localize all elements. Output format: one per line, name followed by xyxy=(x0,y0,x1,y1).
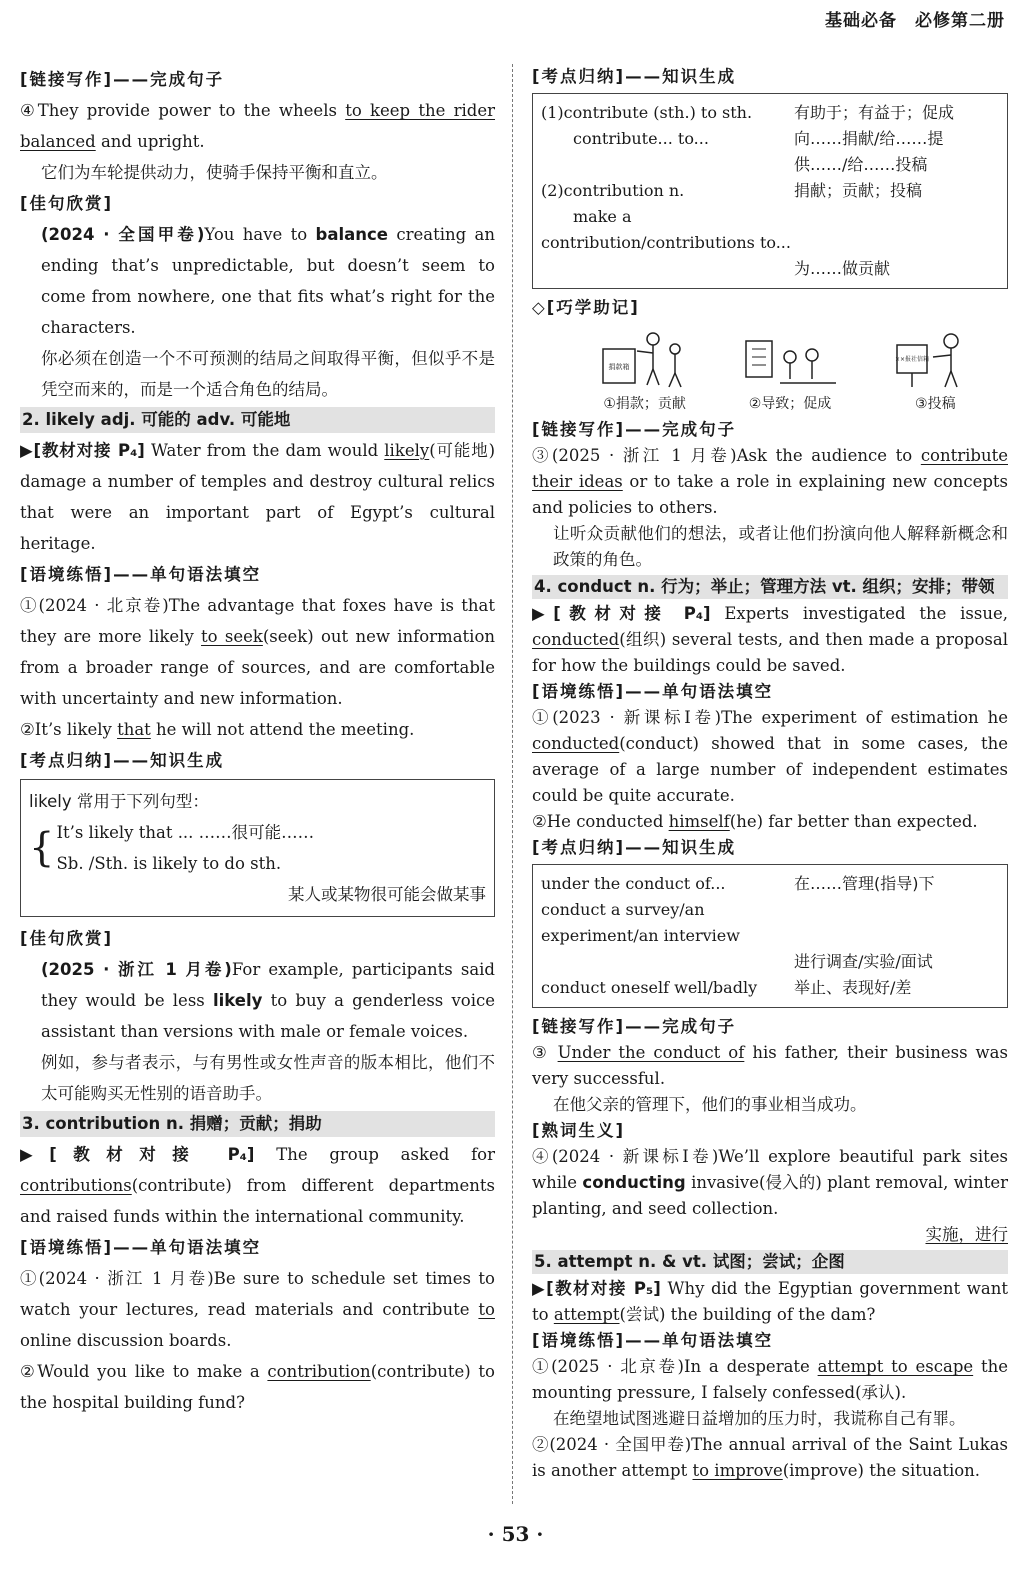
good-sentence-2 xyxy=(20,954,495,1047)
text: 为……做贡献 xyxy=(794,259,891,278)
pic-label: ××报社信箱 xyxy=(895,356,930,363)
tag: ▶[教材对接 P₄] xyxy=(20,1145,255,1164)
text: creating an ending that’s unpredictable, but doesn’t seem to come from nowhere, one that fits what’s right for the characters. xyxy=(41,225,495,337)
answer: Under the conduct of xyxy=(557,1043,745,1062)
tag: ▶[教材对接 P₄] xyxy=(20,441,145,460)
building-icon xyxy=(740,327,840,391)
text: make a contribution/contributions to... xyxy=(541,207,791,252)
box-line: It’s likely that ... ……很可能…… xyxy=(56,823,315,842)
text: ②Would you like to make a xyxy=(20,1362,268,1381)
exercise-1 xyxy=(20,1263,495,1356)
text xyxy=(541,152,794,178)
answer: likely xyxy=(384,441,430,460)
translation: 你必须在创造一个不可预测的结局之间取得平衡，但似乎不是凭空而来的，而是一个适合角色的结局。 xyxy=(41,349,495,399)
text: ②(2024 · 全国甲卷)The annual arrival of the Saint Lukas is another attempt xyxy=(532,1435,1008,1480)
text: ②It’s likely xyxy=(20,720,118,739)
exercise-1 xyxy=(532,705,1008,809)
text: online discussion boards. xyxy=(20,1331,232,1350)
tag-new-meaning: [熟词生义] xyxy=(532,1121,626,1140)
text: (1)contribute (sth.) to sth. xyxy=(541,103,753,122)
translation: 在绝望地试图逃避日益增加的压力时，我谎称自己有罪。 xyxy=(553,1409,966,1428)
tag: ▶[教材对接 P₅] xyxy=(532,1279,661,1298)
text: 供……/给……投稿 xyxy=(794,155,928,174)
translation: 它们为车轮提供动力，使骑手保持平衡和直立。 xyxy=(41,163,388,182)
tag-practice: [语境练悟]——单句语法填空 xyxy=(532,682,774,701)
box-title: likely 常用于下列句型： xyxy=(29,792,209,811)
exercise-1 xyxy=(532,1354,1008,1406)
text: ①(2023 · 新课标Ⅰ卷)The experiment of estimation he xyxy=(532,708,1008,727)
answer: that xyxy=(117,720,151,739)
text: he will not attend the meeting. xyxy=(150,720,415,739)
text: ④They provide power to the wheels xyxy=(20,101,346,120)
tag-practice: [语境练悟]——单句语法填空 xyxy=(20,565,262,584)
running-header: 基础必备 必修第二册 xyxy=(825,11,1005,31)
text: to buy a genderless voice assistant than versions with male or female voices. xyxy=(41,991,495,1041)
exercise-2 xyxy=(20,1356,495,1418)
box-row xyxy=(541,871,999,897)
box-row xyxy=(541,256,999,282)
tag-summary: [考点归纳]——知识生成 xyxy=(20,751,225,770)
textbook-link xyxy=(532,601,1008,679)
sentence-4 xyxy=(20,95,495,157)
box-line: Sb. /Sth. is likely to do sth. xyxy=(56,854,282,873)
donation-box-icon xyxy=(595,327,695,391)
box-row xyxy=(541,975,999,1001)
tag-memory-tip: ◇[巧学助记] xyxy=(532,298,640,317)
page-number: · 53 · xyxy=(487,1522,544,1546)
mailbox-icon xyxy=(885,327,985,391)
text: 在……管理(指导)下 xyxy=(794,874,935,893)
text: 进行调查/实验/面试 xyxy=(794,952,933,971)
textbook-link xyxy=(532,1276,1008,1328)
answer: attempt xyxy=(553,1305,620,1324)
box-row xyxy=(541,897,999,949)
box-line: 某人或某物很可能会做某事 xyxy=(288,885,486,904)
sentence-3b xyxy=(532,1040,1008,1092)
text: contribute... to... xyxy=(541,129,709,148)
section-heading-attempt: 5. attempt n. & vt. 试图；尝试；企图 xyxy=(532,1250,1008,1274)
box-row xyxy=(541,152,999,178)
text: ②He conducted xyxy=(532,812,669,831)
translation: 让听众贡献他们的想法，或者让他们扮演向他人解释新概念和政策的角色。 xyxy=(553,524,1008,569)
summary-box-conduct xyxy=(532,864,1008,1008)
exercise-2 xyxy=(532,809,1008,835)
brace-icon: { xyxy=(29,825,55,871)
box-row xyxy=(541,100,999,126)
box-row xyxy=(541,204,999,256)
box-row xyxy=(541,178,999,204)
answer: contributions xyxy=(20,1176,132,1195)
tag-summary: [考点归纳]——知识生成 xyxy=(532,67,737,86)
text: under the conduct of... xyxy=(541,874,726,893)
keyword: balance xyxy=(315,225,389,244)
illustration-submit xyxy=(880,327,990,413)
sentence-4 xyxy=(532,1144,1008,1222)
text: invasive(侵入的) plant removal, winter planting, and seed collection. xyxy=(532,1173,1008,1218)
summary-box-contribute xyxy=(532,93,1008,289)
text: 举止、表现好/差 xyxy=(794,978,912,997)
memory-illustrations xyxy=(572,327,1008,413)
text: 向……捐献/给……提 xyxy=(794,129,944,148)
keyword: likely xyxy=(212,991,263,1010)
column-divider xyxy=(512,64,513,1504)
caption: ②导致；促成 xyxy=(748,396,832,412)
text: (可能地) damage a number of temples and destroy cultural relics that were an important part of Egypt’s cultural heritage. xyxy=(20,441,496,553)
text: (conduct) showed that in some cases, the average of a large number of independent estimates could be quite accurate. xyxy=(532,734,1008,805)
text: (2)contribution n. xyxy=(541,181,685,200)
tag-link-writing: [链接写作]——完成句子 xyxy=(532,420,737,439)
tag-practice: [语境练悟]——单句语法填空 xyxy=(532,1331,774,1350)
text: ①(2024 · 浙江 1 月卷)Be sure to schedule set times to watch your lectures, read materials and contribute xyxy=(20,1269,495,1319)
text: conduct a survey/an experiment/an interview xyxy=(541,900,740,945)
text: (he) far better than expected. xyxy=(729,812,978,831)
text: Experts investigated the issue, xyxy=(710,604,1008,623)
text: 有助于；有益于；促成 xyxy=(794,103,955,122)
tag-good-sentence: [佳句欣赏] xyxy=(20,194,114,213)
text: conduct oneself well/badly xyxy=(541,978,758,997)
exercise-2 xyxy=(532,1432,1008,1484)
text: You have to xyxy=(204,225,316,244)
answer: attempt to escape xyxy=(817,1357,974,1376)
tag-link-writing: [链接写作]——完成句子 xyxy=(532,1017,737,1036)
box-row xyxy=(541,949,999,975)
text xyxy=(794,897,999,949)
text: his father, their business was very successful. xyxy=(532,1043,1008,1088)
tag-good-sentence: [佳句欣赏] xyxy=(20,929,114,948)
brace-group xyxy=(29,817,486,879)
summary-box xyxy=(20,779,495,917)
tag-practice: [语境练悟]——单句语法填空 xyxy=(20,1238,262,1257)
text: and upright. xyxy=(95,132,205,151)
text: ③(2025 · 浙江 1 月卷)Ask the audience to xyxy=(532,446,921,465)
good-sentence-1 xyxy=(20,219,495,343)
caption: ③投稿 xyxy=(915,396,956,412)
text: The group asked for xyxy=(254,1145,495,1164)
translation: 例如，参与者表示，与有男性或女性声音的版本相比，他们不太可能购买无性别的语音助手。 xyxy=(41,1053,495,1103)
text: 捐献；贡献；投稿 xyxy=(794,181,923,200)
section-heading-conduct: 4. conduct n. 行为；举止；管理方法 vt. 组织；安排；带领 xyxy=(532,575,1008,599)
text: (seek) out new information from a broader range of sources, and are comfortable with uncertainty and new information. xyxy=(20,627,495,708)
answer: conducted xyxy=(532,734,620,753)
section-heading-likely: 2. likely adj. 可能的 adv. 可能地 xyxy=(20,407,495,433)
textbook-link xyxy=(20,1139,495,1232)
answer-meaning xyxy=(532,1222,1008,1248)
answer: conducted xyxy=(532,630,620,649)
text xyxy=(541,949,794,975)
text: (组织) several tests, and then made a proposal for how the buildings could be saved. xyxy=(532,630,1008,675)
answer: to keep the rider balanced xyxy=(20,101,496,151)
text xyxy=(794,204,999,256)
right-column xyxy=(532,64,1008,1484)
caption: ①捐款；贡献 xyxy=(603,396,686,412)
sentence-3 xyxy=(532,443,1008,521)
left-column xyxy=(20,64,495,1418)
text: (contribute) from different departments and raised funds within the international community. xyxy=(20,1176,495,1226)
illustration-donate xyxy=(590,327,700,413)
answer: 实施，进行 xyxy=(925,1225,1008,1244)
source: (2025 · 浙江 1 月卷) xyxy=(41,960,232,979)
text: For example, participants said they would be less xyxy=(41,960,495,1010)
text: Water from the dam would xyxy=(144,441,385,460)
text: ④(2024 · 新课标Ⅰ卷)We’ll explore beautiful park sites while xyxy=(532,1147,1008,1192)
answer: contribute their ideas xyxy=(532,446,1008,491)
answer: to xyxy=(478,1300,495,1319)
answer: to seek xyxy=(201,627,263,646)
text: ①(2025 · 北京卷)In a desperate xyxy=(532,1357,818,1376)
text: (improve) the situation. xyxy=(782,1461,981,1480)
exercise-2 xyxy=(20,714,495,745)
text: (尝试) the building of the dam? xyxy=(619,1305,876,1324)
answer: himself xyxy=(668,812,730,831)
box-row xyxy=(541,126,999,152)
text: ①(2024 · 北京卷)The advantage that foxes have is that they are more likely xyxy=(20,596,495,646)
tag-link-writing: [链接写作]——完成句子 xyxy=(20,70,225,89)
text: Why did the Egyptian government want to xyxy=(532,1279,1008,1324)
text: (contribute) to the hospital building fund? xyxy=(20,1362,495,1412)
translation: 在他父亲的管理下，他们的事业相当成功。 xyxy=(553,1095,867,1114)
answer: contribution xyxy=(267,1362,371,1381)
keyword: conducting xyxy=(582,1173,686,1192)
pic-label: 捐款箱 xyxy=(608,363,630,371)
text xyxy=(541,256,794,282)
tag-summary: [考点归纳]——知识生成 xyxy=(532,838,737,857)
text: or to take a role in explaining new concepts and policies to others. xyxy=(532,472,1009,517)
tag: ▶[教材对接 P₄] xyxy=(532,604,711,623)
section-heading-contribution: 3. contribution n. 捐赠；贡献；捐助 xyxy=(20,1111,495,1137)
text: the mounting pressure, I falsely confessed(承认). xyxy=(532,1357,1008,1402)
illustration-lead xyxy=(735,327,845,413)
exercise-1 xyxy=(20,590,495,714)
textbook-link xyxy=(20,435,495,559)
text: ③ xyxy=(532,1043,558,1062)
answer: to improve xyxy=(692,1461,783,1480)
source: (2024 · 全国甲卷) xyxy=(41,225,205,244)
